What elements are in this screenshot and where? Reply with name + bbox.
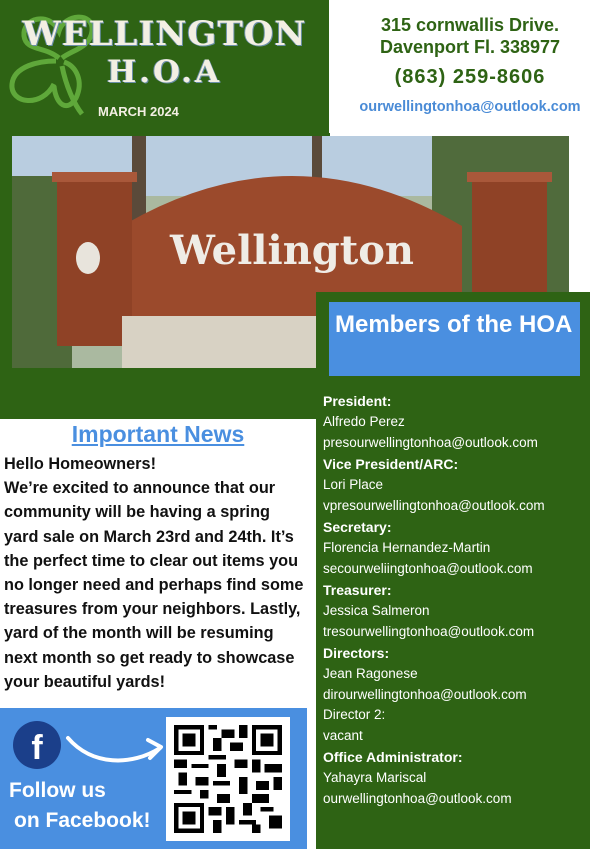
- address-line-2: Davenport Fl. 338977: [379, 37, 561, 57]
- member-name: Yahayra Mariscal: [323, 770, 427, 785]
- member-office-admin: [323, 746, 587, 809]
- news-title: Important News: [71, 421, 245, 447]
- news-section: [0, 419, 308, 709]
- member-directors: [323, 642, 587, 746]
- member-name: Jean Ragonese: [323, 666, 418, 681]
- news-body: [0, 448, 308, 694]
- member-vice-president: [323, 453, 587, 516]
- follow-line-1: Follow us: [9, 779, 106, 802]
- contact-email-link[interactable]: ourwellingtonhoa@outlook.com: [359, 99, 581, 115]
- member-treasurer: [323, 579, 587, 642]
- member-name: Florencia Hernandez-Martin: [323, 540, 491, 555]
- newsletter-title: [0, 14, 329, 90]
- sign-text: Wellington: [170, 227, 414, 274]
- phone-number[interactable]: (863) 259-8606: [394, 66, 546, 88]
- director-2-value: vacant: [323, 727, 363, 743]
- title-line-1: WELLINGTON: [22, 14, 307, 54]
- members-panel: [316, 292, 590, 849]
- member-name: Jessica Salmeron: [323, 603, 430, 618]
- member-email[interactable]: presourwellingtonhoa@outlook.com: [323, 434, 538, 450]
- social-footer: [0, 708, 307, 849]
- members-title: Members of the HOA: [329, 302, 580, 376]
- role-label: Office Administrator:: [323, 749, 463, 765]
- address-line-1: 315 cornwallis Drive.: [380, 15, 560, 35]
- arrow-icon: [62, 730, 166, 770]
- qr-code-pattern: [174, 725, 282, 833]
- issue-date: MARCH 2024: [98, 104, 179, 119]
- role-label: Secretary:: [323, 519, 392, 535]
- member-secretary: [323, 516, 587, 579]
- facebook-icon[interactable]: f: [13, 721, 61, 769]
- member-email[interactable]: vpresourwellingtonhoa@outlook.com: [323, 497, 545, 513]
- member-email[interactable]: tresourwellingtonhoa@outlook.com: [323, 623, 535, 639]
- member-name: Alfredo Perez: [323, 414, 405, 429]
- member-name: Lori Place: [323, 477, 384, 492]
- member-email[interactable]: secourweliingtonhoa@outlook.com: [323, 560, 533, 576]
- member-president: [323, 390, 587, 453]
- role-label: President:: [323, 393, 392, 409]
- qr-code[interactable]: [166, 717, 290, 841]
- role-label: Vice President/ARC:: [323, 456, 459, 472]
- member-email[interactable]: ourwellingtonhoa@outlook.com: [323, 790, 512, 806]
- follow-us-text: [9, 776, 151, 836]
- members-list: [323, 390, 587, 809]
- contact-block: [340, 14, 600, 115]
- member-email[interactable]: dirourwellingtonhoa@outlook.com: [323, 686, 527, 702]
- news-text: We’re excited to announce that our community will be having a spring yard sale on March 23rd and 24th. It’s the perfect time to clear out items you no longer need and perhaps find some treasures from your neighbors. Lastly, yard of the month will be resuming next month so get ready to showcase your beautiful yards!: [4, 479, 304, 691]
- role-label: Treasurer:: [323, 582, 392, 598]
- director-2-label: Director 2:: [323, 707, 386, 722]
- follow-line-2: on Facebook!: [14, 809, 151, 832]
- news-greeting: Hello Homeowners!: [4, 455, 156, 473]
- role-label: Directors:: [323, 645, 390, 661]
- title-line-2: H.O.A: [106, 54, 223, 90]
